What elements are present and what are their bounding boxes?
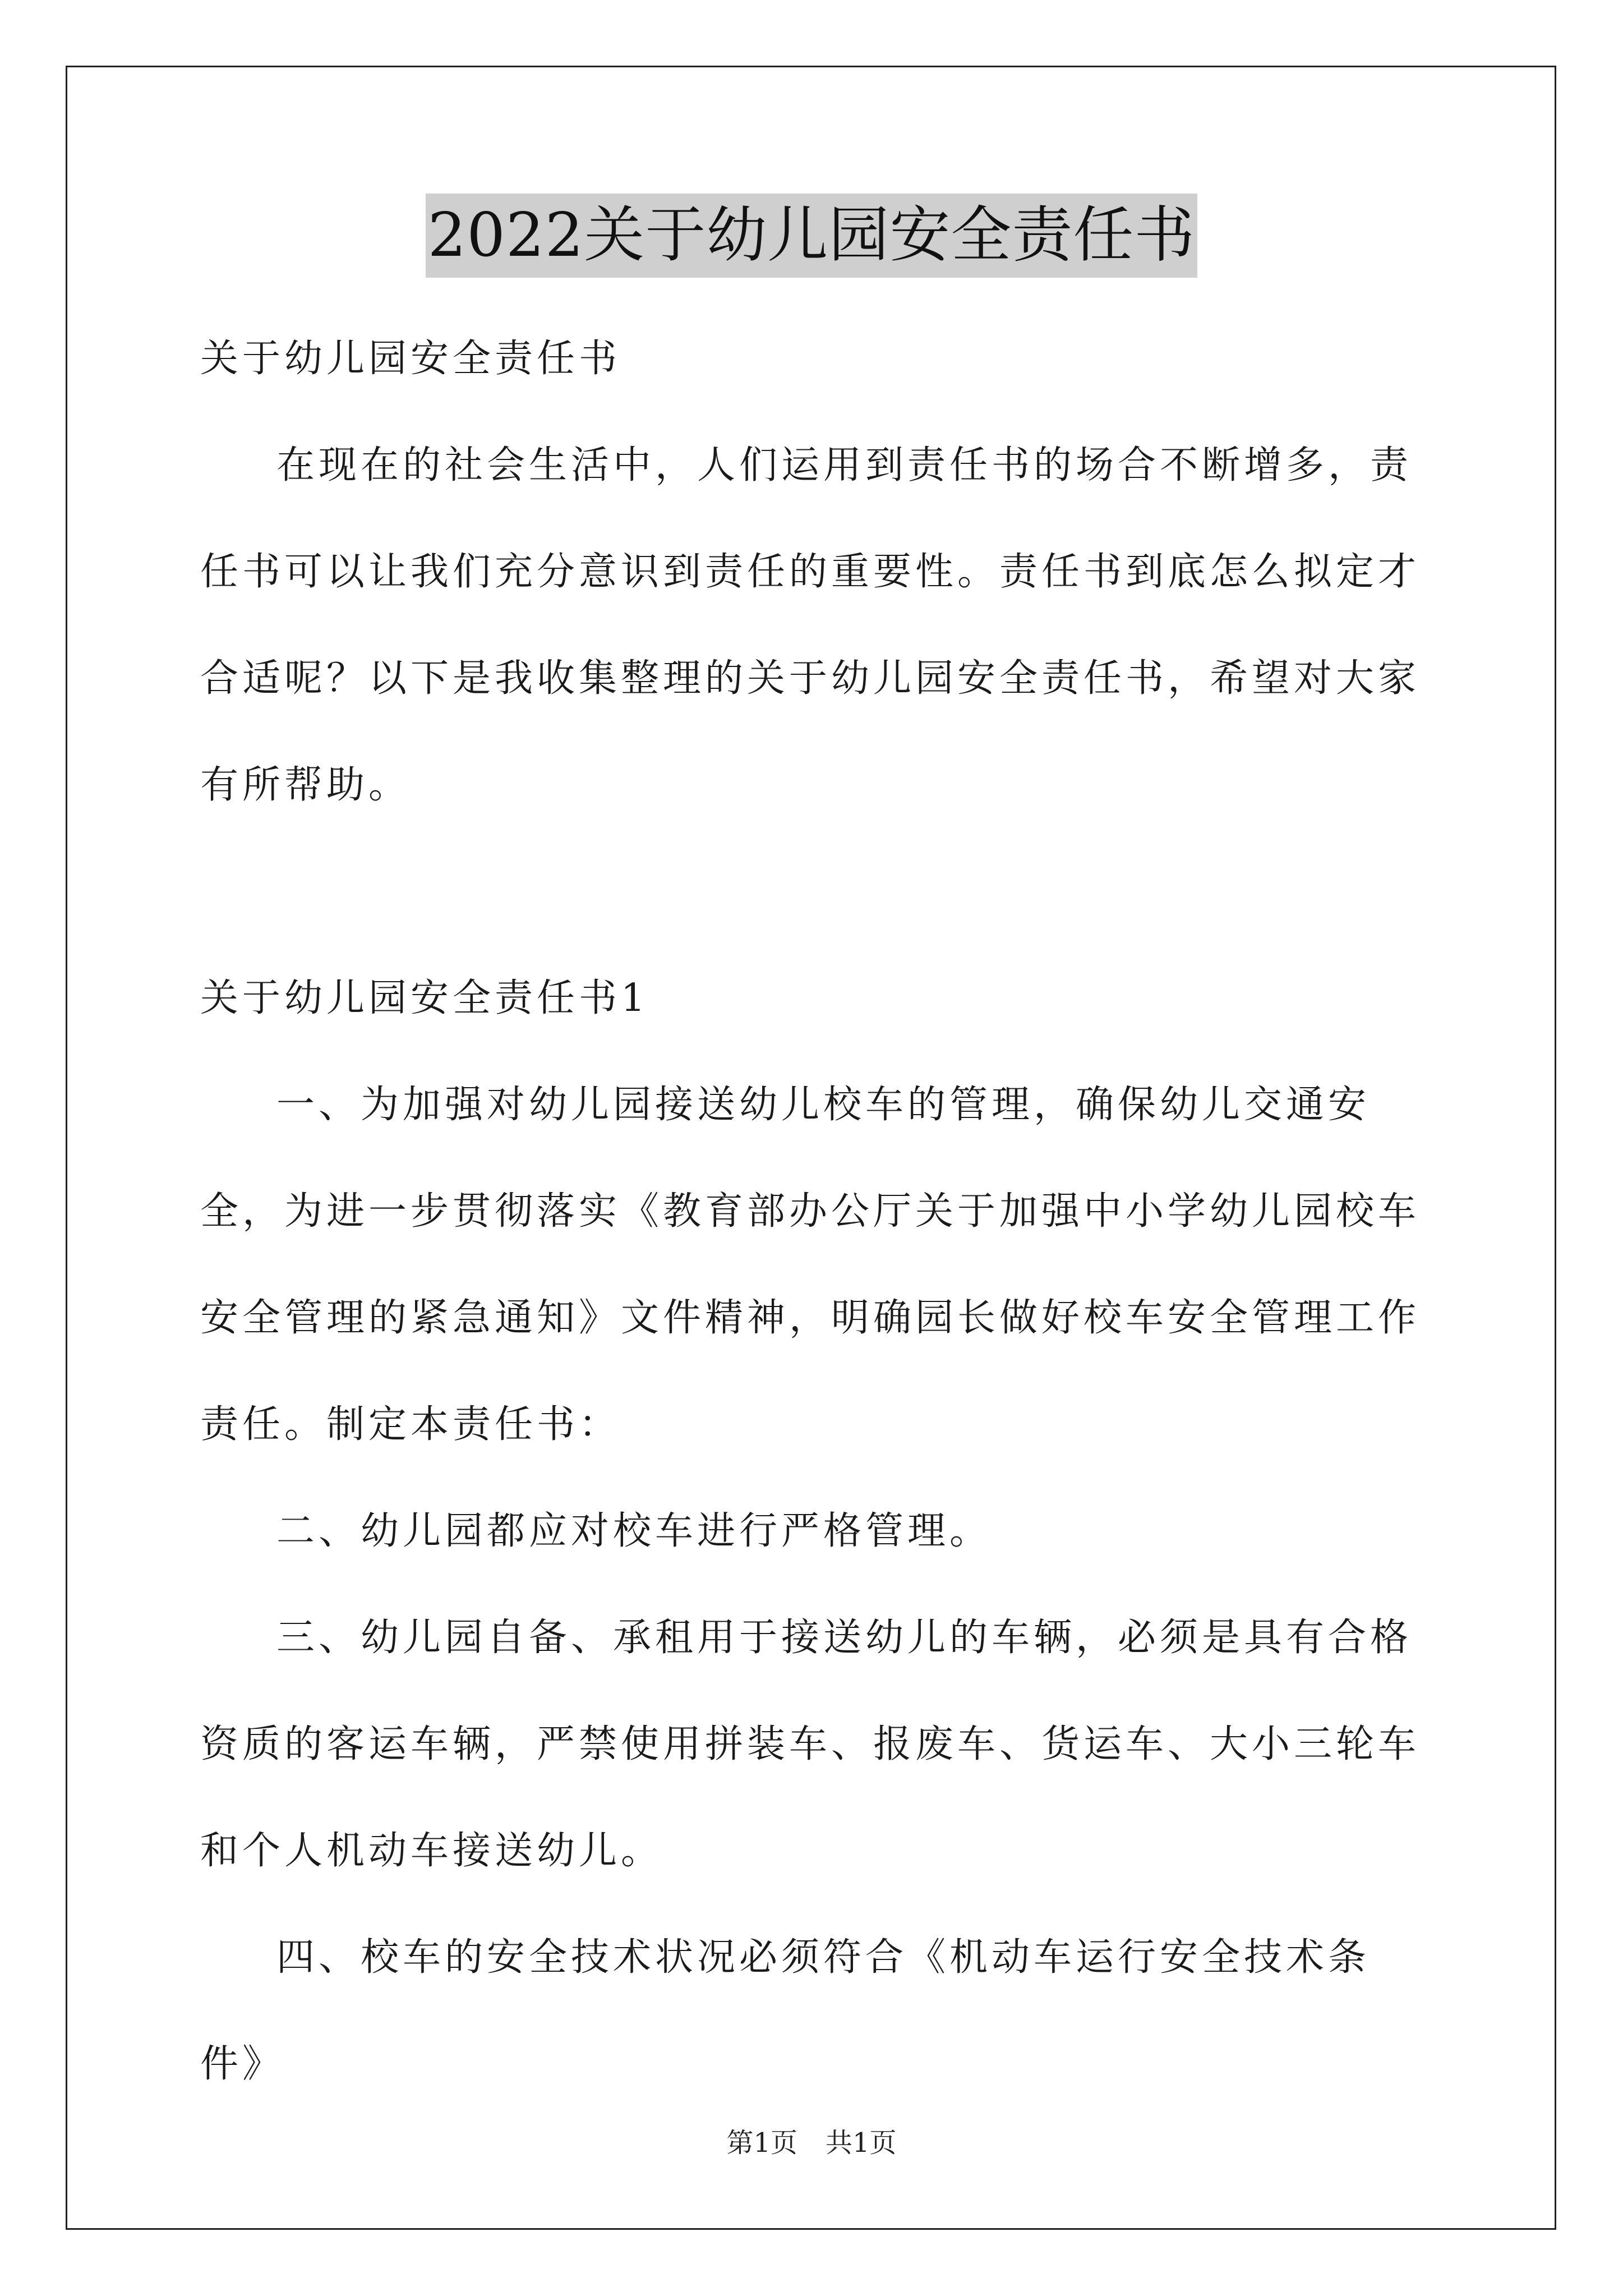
clause-3-paragraph: 三、幼儿园自备、承租用于接送幼儿的车辆，必须是具有合格资质的客运车辆，严禁使用拼装车、报废车、货运车、大小三轮车和个人机动车接送幼儿。 (200, 1616, 1421, 1873)
page-footer (0, 2126, 1623, 2160)
paragraph-gap (200, 839, 1434, 945)
subtitle-paragraph: 关于幼儿园安全责任书 (200, 337, 621, 381)
document-body (200, 306, 1434, 2118)
page-number: 第1页 (726, 2127, 797, 2159)
page-total: 共1页 (826, 2127, 897, 2159)
clause-2-paragraph: 二、幼儿园都应对校车进行严格管理。 (276, 1509, 992, 1553)
section-heading: 关于幼儿园安全责任书1 (200, 976, 649, 1020)
clause-4-paragraph: 四、校车的安全技术状况必须符合《机动车运行安全技术条件》 (200, 1935, 1371, 2086)
intro-paragraph: 在现在的社会生活中，人们运用到责任书的场合不断增多，责任书可以让我们充分意识到责任的重要性。责任书到底怎么拟定才合适呢？以下是我收集整理的关于幼儿园安全责任书，希望对大家有所帮助。 (200, 443, 1421, 807)
clause-1-paragraph: 一、为加强对幼儿园接送幼儿校车的管理，确保幼儿交通安全，为进一步贯彻落实《教育部办公厅关于加强中小学幼儿园校车安全管理的紧急通知》文件精神，明确园长做好校车安全管理工作责任。制定本责任书： (200, 1083, 1421, 1447)
title-container (0, 194, 1623, 278)
document-title: 2022关于幼儿园安全责任书 (426, 194, 1198, 278)
